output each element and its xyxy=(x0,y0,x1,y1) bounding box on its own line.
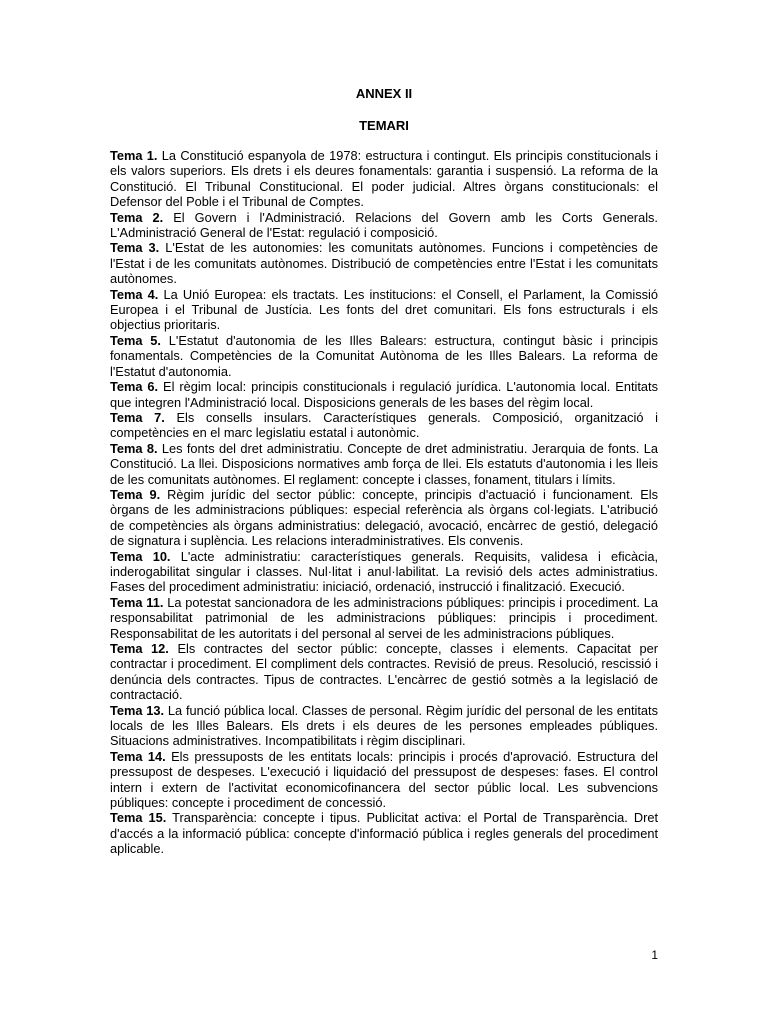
tema-12 xyxy=(110,641,658,703)
tema-label: Tema 9. xyxy=(110,486,161,502)
tema-text: La potestat sancionadora de les administracions públiques: principis i procediment. La responsabilitat patrimonial de les administracions públiques: principis i procediment. Responsabilitat de les autoritats i del personal al servei de les administracions públiques. xyxy=(110,594,659,641)
tema-text: El règim local: principis constitucionals i regulació jurídica. L'autonomia local. Entitats que integren l'Administració local. Disposicions generals de les bases del règim local. xyxy=(110,379,658,410)
tema-2 xyxy=(110,210,658,241)
tema-text: Les fonts del dret administratiu. Concepte de dret administratiu. Jerarquia de fonts. La Constitució. La llei. Disposicions normatives amb força de llei. Els estatuts d'autonomia i les lleis de les comunitats autònomes. El reglament: concepte i classes, fonament, titulars i límits. xyxy=(110,440,658,487)
tema-text: Transparència: concepte i tipus. Publicitat activa: el Portal de Transparència. Dret d'accés a la informació pública: concepte d'informació pública i regles generals del procediment aplicable. xyxy=(110,810,659,857)
tema-label: Tema 12. xyxy=(110,641,169,656)
tema-text: L'acte administratiu: característiques generals. Requisits, validesa i eficàcia, inderogabilitat singular i classes. Nul·litat i anul·labilitat. La revisió dels actes administratius. Fases del procediment administratiu: iniciació, ordenació, instrucció i finalització. Execució. xyxy=(110,548,658,595)
tema-8 xyxy=(110,441,658,487)
tema-label: Tema 1. xyxy=(110,148,158,163)
tema-15 xyxy=(110,810,658,856)
tema-label: Tema 10. xyxy=(110,548,171,564)
tema-7 xyxy=(110,410,658,441)
tema-text: Els consells insulars. Característiques generals. Composició, organització i competències en el marc legislatiu estatal i autonòmic. xyxy=(110,409,659,441)
tema-label: Tema 15. xyxy=(110,810,167,826)
tema-4 xyxy=(110,287,658,333)
tema-label: Tema 7. xyxy=(110,409,165,425)
annex-title: ANNEX II xyxy=(355,86,413,101)
tema-label: Tema 2. xyxy=(110,209,164,225)
tema-label: Tema 4. xyxy=(110,286,159,302)
tema-label: Tema 3. xyxy=(110,240,160,256)
tema-text: Els contractes del sector públic: concepte, classes i elements. Capacitat per contractar i procediment. El compliment dels contractes. Revisió de preus. Resolució, rescissió i denúncia dels contractes. Tipus de contractes. L'encàrrec de gestió sotmès a la legislació de contractació. xyxy=(110,641,658,703)
section-title: TEMARI xyxy=(359,118,409,133)
tema-6 xyxy=(110,379,658,410)
tema-14 xyxy=(110,749,658,811)
tema-label: Tema 6. xyxy=(110,379,159,395)
tema-text: Els pressuposts de les entitats locals: principis i procés d'aprovació. Estructura del pressupost de despeses. L'execució i liquidació del pressupost de despeses: fases. El control intern i extern de l'activitat economicofinancera del sector públic local. Les subvencions públiques: concepte i procediment de concessió. xyxy=(110,748,658,811)
tema-3 xyxy=(110,240,658,286)
tema-text: Règim jurídic del sector públic: concepte, principis d'actuació i funcionament. Els òrgans de les administracions públiques: especial referència als òrgans col·legiats. L'atribució de competències als òrgans administratius: delegació, avocació, encàrrec de gestió, delegació de signatura i suplència. Les relacions interadministratives. Els convenis. xyxy=(110,486,658,549)
tema-9 xyxy=(110,487,658,549)
tema-text: La Constitució espanyola de 1978: estructura i contingut. Els principis constitucionals i els valors superiors. Els drets i els deures fonamentals: garantia i suspensió. La reforma de la Constitució. El Tribunal Constitucional. El poder judicial. Altres òrgans constitucionals: el Defensor del Poble i el Tribunal de Comptes. xyxy=(110,148,658,210)
tema-text: El Govern i l'Administració. Relacions del Govern amb les Corts Generals. L'Administració General de l'Estat: regulació i composició. xyxy=(110,209,658,241)
page-number: 1 xyxy=(651,948,658,962)
tema-label: Tema 5. xyxy=(110,332,161,348)
tema-5 xyxy=(110,333,658,379)
tema-label: Tema 13. xyxy=(110,702,165,718)
tema-label: Tema 8. xyxy=(110,440,158,456)
tema-11 xyxy=(110,595,658,641)
tema-13 xyxy=(110,703,658,749)
tema-label: Tema 14. xyxy=(110,748,166,764)
temari-body xyxy=(110,148,658,857)
tema-1 xyxy=(110,148,658,210)
tema-label: Tema 11. xyxy=(110,594,164,610)
tema-text: L'Estat de les autonomies: les comunitats autònomes. Funcions i competències de l'Estat i de les comunitats autònomes. Distribució de competències entre l'Estat i les comunitats autònomes. xyxy=(110,240,658,287)
tema-text: L'Estatut d'autonomia de les Illes Balears: estructura, contingut bàsic i principis fonamentals. Competències de la Comunitat Autònoma de les Illes Balears. La reforma de l'Estatut d'autonomia. xyxy=(110,332,658,379)
tema-text: La Unió Europea: els tractats. Les institucions: el Consell, el Parlament, la Comissió Europea i el Tribunal de Justícia. Les fonts del dret comunitari. Els fons estructurals i els objectius prioritaris. xyxy=(110,286,658,333)
tema-10 xyxy=(110,549,658,595)
tema-text: La funció pública local. Classes de personal. Règim jurídic del personal de les entitats locals de les Illes Balears. Els drets i els deures de les persones empleades públiques. Situacions administratives. Incompatibilitats i règim disciplinari. xyxy=(110,702,659,749)
